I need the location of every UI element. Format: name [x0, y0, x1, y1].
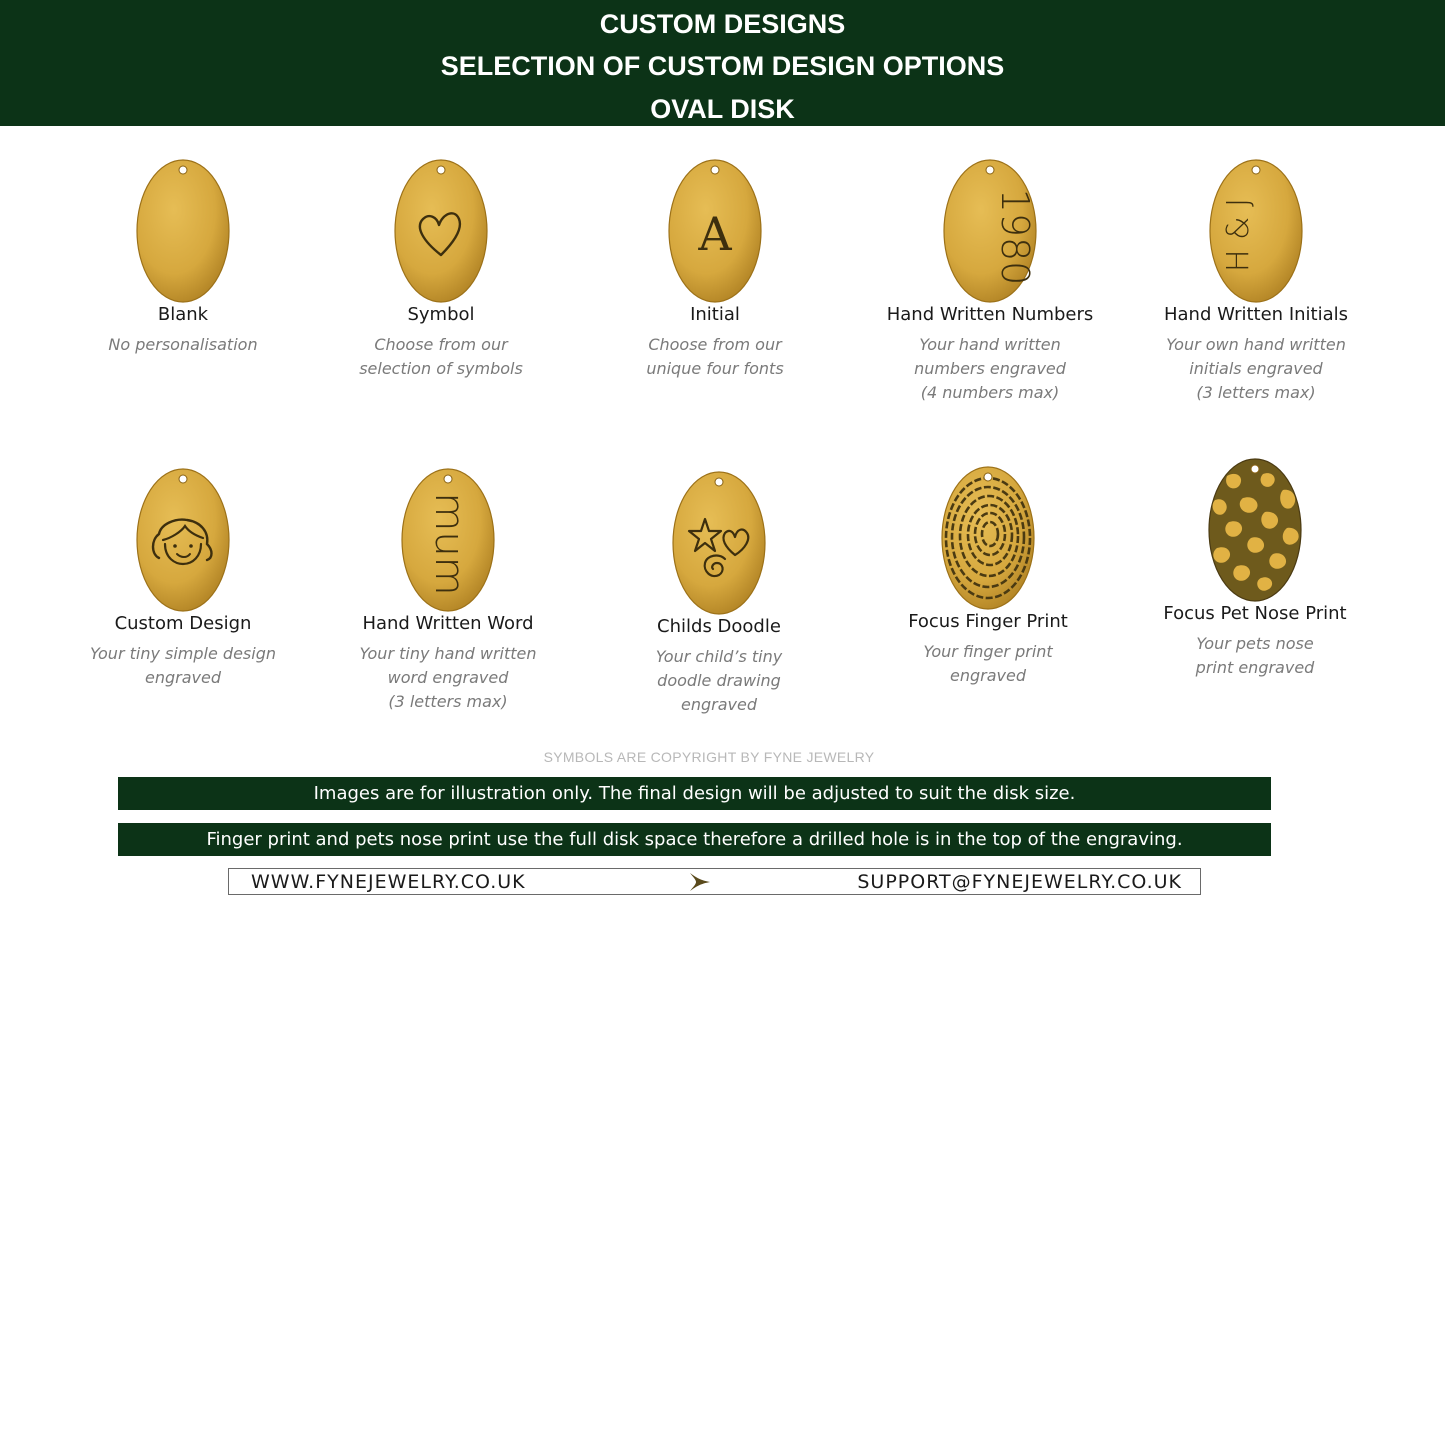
option-desc: Choose from our selection of symbols [359, 335, 523, 378]
header-shape: OVAL DISK [650, 94, 795, 124]
option-blank [53, 157, 313, 357]
option-focus-pet-nose-print [1125, 456, 1385, 680]
print-notice: Finger print and pets nose print use the full disk space therefore a drilled hole is in the top of the engraving. [118, 823, 1271, 856]
svg-text:A: A [698, 207, 732, 261]
option-name: Hand Written Numbers [886, 304, 1094, 325]
word-disk-icon [400, 466, 496, 612]
option-name: Initial [690, 304, 740, 325]
header-subtitle: SELECTION OF CUSTOM DESIGN OPTIONS [440, 51, 1005, 81]
svg-text:H & J: H & J [1221, 198, 1256, 272]
option-desc: Your tiny hand written word engraved (3 letters max) [359, 644, 537, 711]
option-hand-written-word [318, 466, 578, 714]
option-name: Blank [157, 304, 209, 325]
sparkle-icon [688, 870, 712, 894]
option-name: Symbol [407, 304, 475, 325]
option-name: Hand Written Word [362, 613, 534, 634]
svg-text:mum: mum [426, 492, 472, 596]
option-hand-written-numbers [860, 157, 1120, 405]
email-link[interactable]: SUPPORT@FYNEJEWELRY.CO.UK [857, 871, 1182, 893]
option-desc: Your finger print engraved [923, 642, 1053, 685]
option-desc: Choose from our unique four fonts [646, 335, 784, 378]
illustration-notice: Images are for illustration only. The final design will be adjusted to suit the disk size. [118, 777, 1271, 810]
option-desc: No personalisation [108, 335, 258, 354]
option-name: Hand Written Initials [1163, 304, 1349, 325]
option-name: Custom Design [114, 613, 252, 634]
header-title: CUSTOM DESIGNS [599, 9, 846, 39]
initial-a-disk-icon [667, 157, 763, 303]
contact-bar [228, 868, 1201, 895]
option-initial [585, 157, 845, 381]
heart-disk-icon [393, 157, 489, 303]
fingerprint-disk-icon [940, 464, 1036, 610]
option-desc: Your pets nose print engraved [1195, 634, 1315, 677]
option-desc: Your hand written numbers engraved (4 numbers max) [914, 335, 1066, 402]
option-desc: Your own hand written initials engraved (3 letters max) [1166, 335, 1346, 402]
option-name: Focus Pet Nose Print [1163, 603, 1347, 624]
blank-disk-icon [135, 157, 231, 303]
option-name: Childs Doodle [657, 616, 781, 637]
website-link[interactable]: WWW.FYNEJEWELRY.CO.UK [251, 871, 526, 893]
nose-print-disk-icon [1207, 456, 1303, 602]
option-desc: Your tiny simple design engraved [90, 644, 276, 687]
page-header [0, 0, 1445, 126]
option-custom-design [53, 466, 313, 690]
option-name: Focus Finger Print [908, 611, 1068, 632]
initials-disk-icon [1208, 157, 1304, 303]
option-symbol [311, 157, 571, 381]
option-focus-finger-print [858, 464, 1118, 688]
doodle-disk-icon [671, 469, 767, 615]
copyright-note: SYMBOLS ARE COPYRIGHT BY FYNE JEWELRY [543, 749, 875, 765]
svg-text:1980: 1980 [993, 188, 1037, 286]
face-disk-icon [135, 466, 231, 612]
numbers-disk-icon [942, 157, 1038, 303]
option-hand-written-initials [1126, 157, 1386, 405]
option-desc: Your child’s tiny doodle drawing engraved [655, 647, 783, 714]
option-childs-doodle [589, 469, 849, 717]
